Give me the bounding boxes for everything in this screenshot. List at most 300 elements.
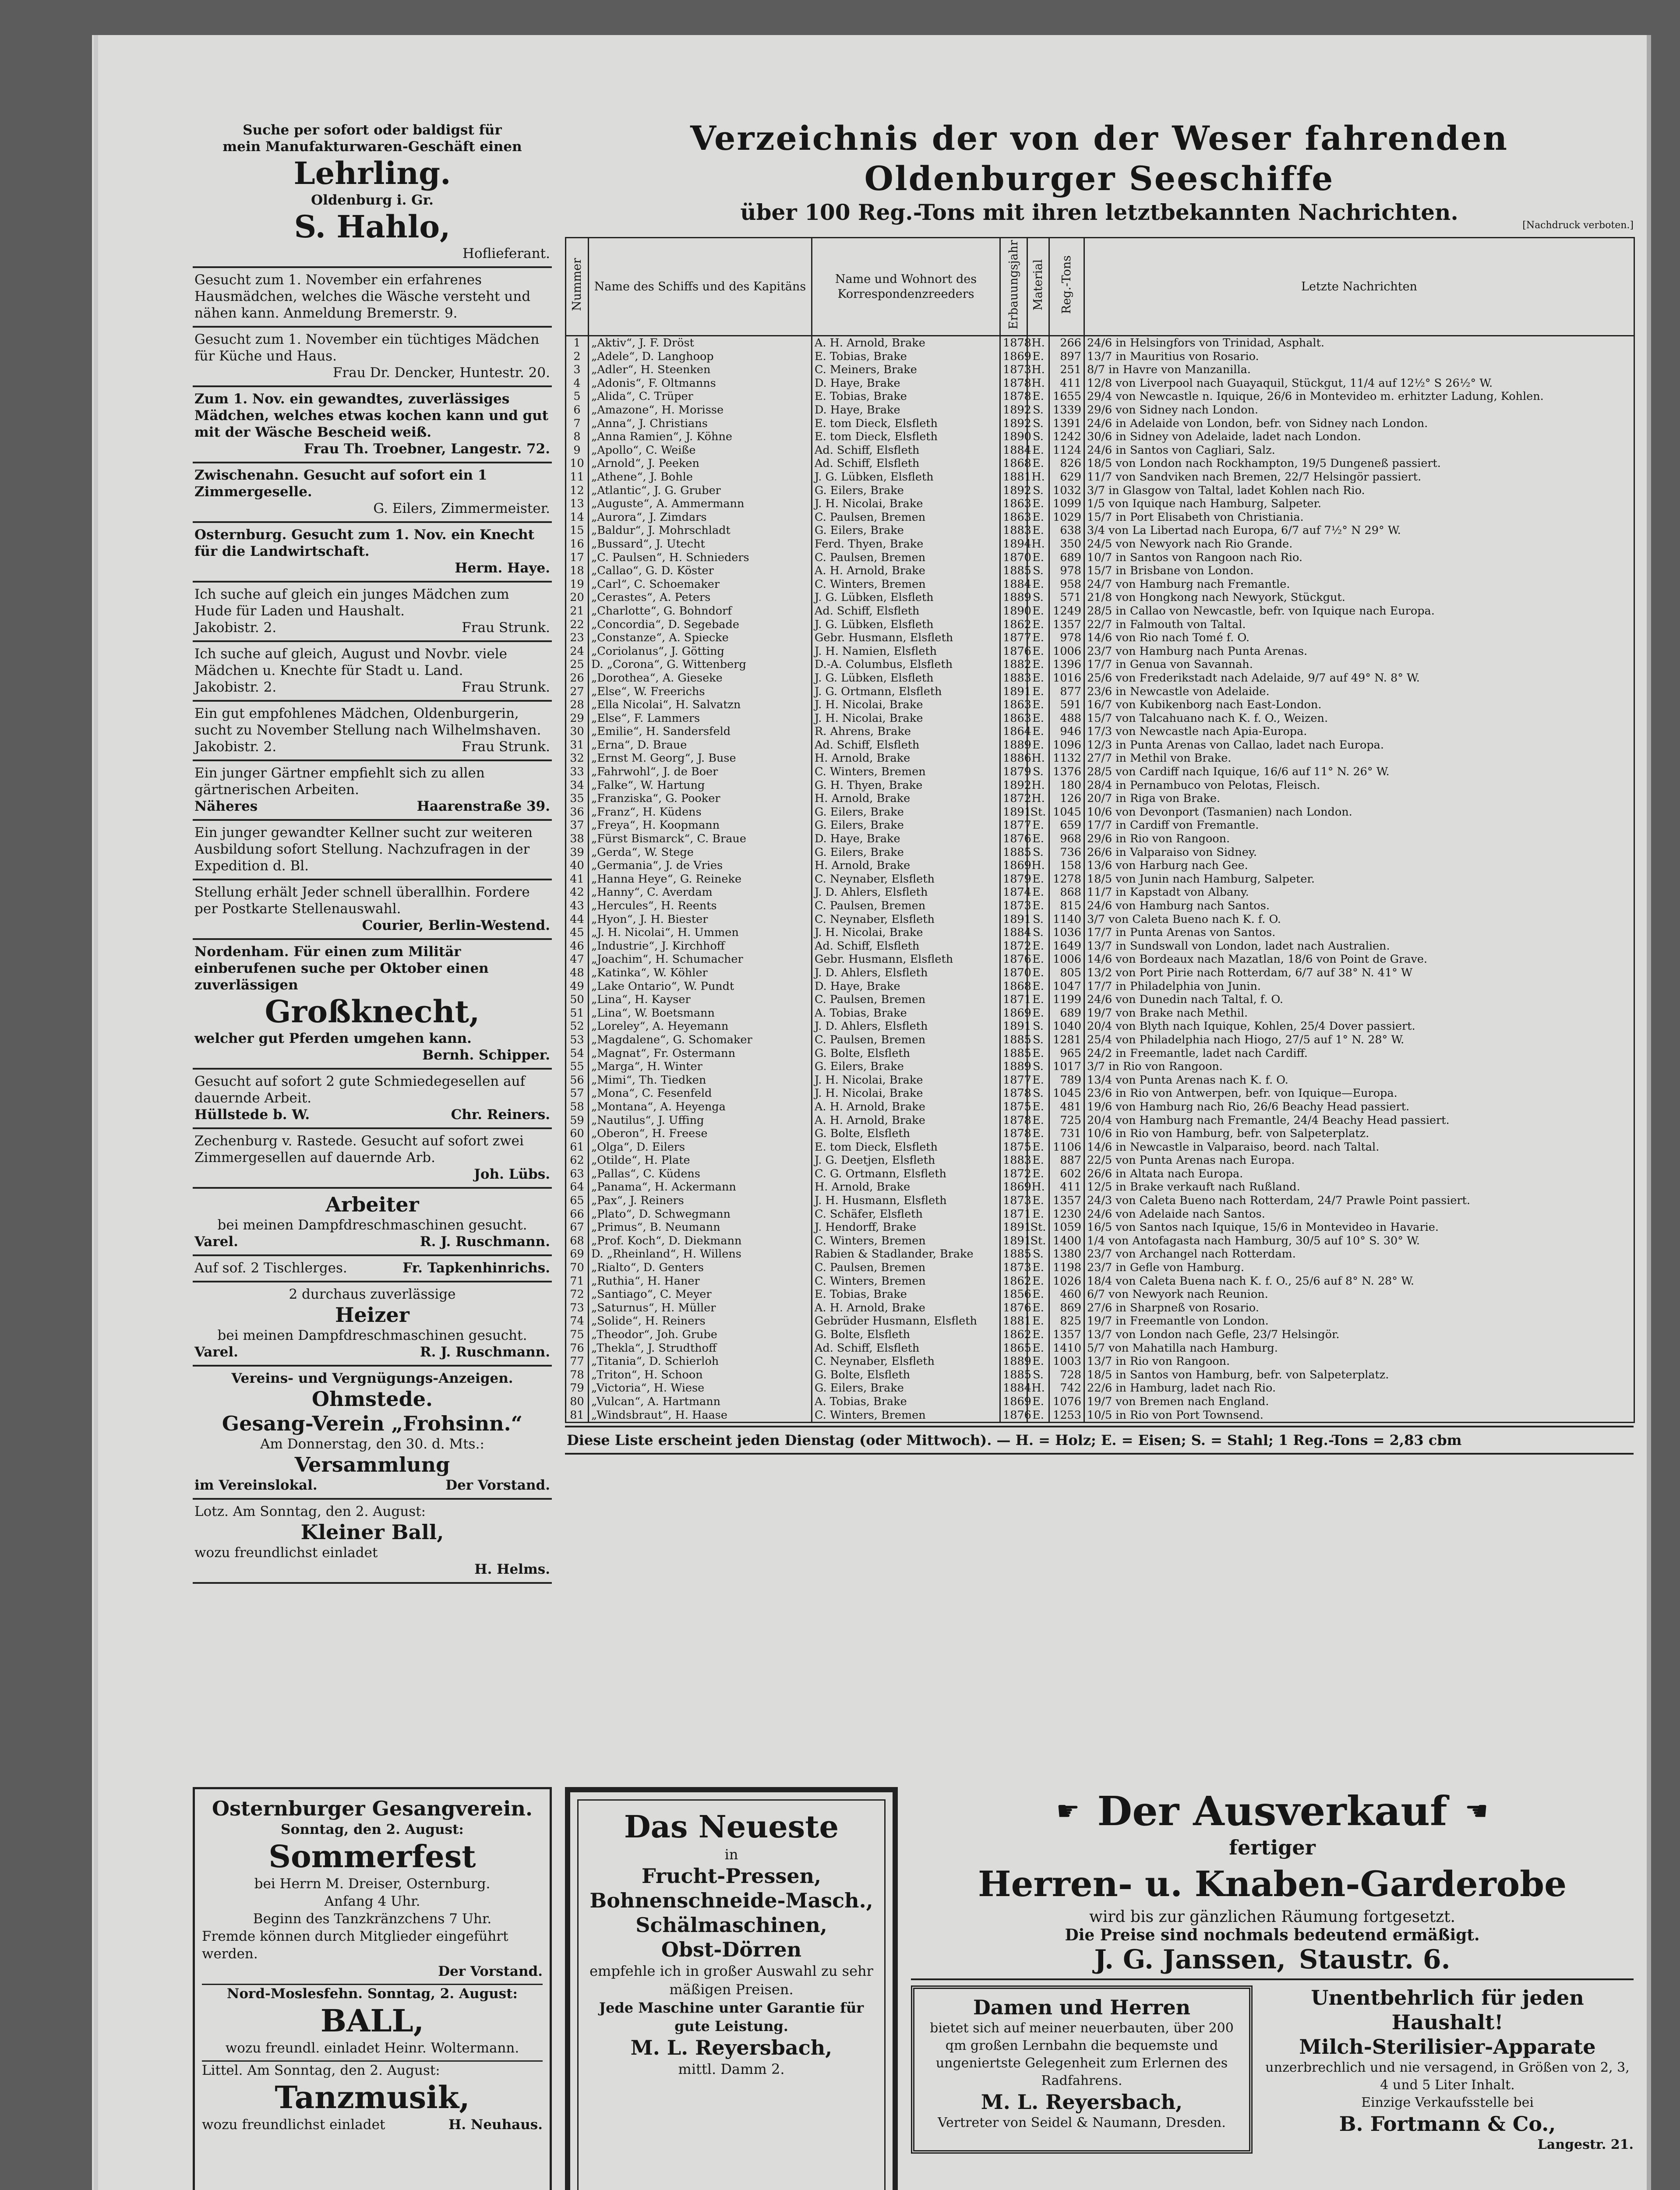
material-cell: H. <box>1027 752 1049 765</box>
ship-name-cell: „Charlotte“, G. Bohndorf <box>589 604 812 618</box>
ad-signature-row <box>194 1260 550 1276</box>
year-cell: 1878 <box>1000 336 1027 350</box>
row-number-cell: 16 <box>566 537 589 551</box>
ad-text: 2 durchaus zuverlässige <box>289 1286 456 1302</box>
table-row <box>566 604 1634 618</box>
year-cell: 1868 <box>1000 980 1027 993</box>
row-number-cell: 11 <box>566 470 589 484</box>
news-cell: 14/6 von Bordeaux nach Mazatlan, 18/6 von Point de Grave. <box>1084 953 1634 966</box>
tons-cell: 1230 <box>1049 1208 1084 1221</box>
ad-firm-row <box>911 1944 1634 1980</box>
news-cell: 16/7 von Kubikenborg nach East-London. <box>1084 698 1634 712</box>
row-number-cell: 7 <box>566 417 589 431</box>
tons-cell: 1655 <box>1049 390 1084 403</box>
owner-cell: C. Winters, Bremen <box>812 1234 1000 1248</box>
material-cell: E. <box>1027 457 1049 470</box>
owner-cell: Rabien & Stadlander, Brake <box>812 1247 1000 1261</box>
owner-cell: J. H. Nicolai, Brake <box>812 698 1000 712</box>
ship-name-cell: „Plato“, D. Schwegmann <box>589 1208 812 1221</box>
ad-text: Auf sof. 2 Tischlerges. <box>194 1260 347 1276</box>
table-row <box>566 886 1634 899</box>
owner-cell: A. Tobias, Brake <box>812 1007 1000 1020</box>
year-cell: 1863 <box>1000 497 1027 511</box>
news-cell: 23/6 in Newcastle von Adelaide. <box>1084 685 1634 699</box>
ad-signature-row <box>194 679 550 696</box>
tons-cell: 1006 <box>1049 953 1084 966</box>
ship-name-cell: „Solide“, H. Reiners <box>589 1314 812 1328</box>
table-row <box>566 484 1634 498</box>
news-cell: 18/5 von Junin nach Hamburg, Salpeter. <box>1084 872 1634 886</box>
news-cell: 24/3 von Caleta Bueno nach Rotterdam, 24/7 Prawle Point passiert. <box>1084 1194 1634 1208</box>
table-row <box>566 712 1634 725</box>
owner-cell: A. H. Arnold, Brake <box>812 564 1000 578</box>
owner-cell: D. Haye, Brake <box>812 980 1000 993</box>
year-cell: 1873 <box>1000 363 1027 377</box>
material-cell: S. <box>1027 564 1049 578</box>
table-row <box>566 363 1634 377</box>
material-cell: E. <box>1027 712 1049 725</box>
row-number-cell: 27 <box>566 685 589 699</box>
row-number-cell: 32 <box>566 752 589 765</box>
ad-headline: Heizer <box>335 1303 409 1327</box>
ship-name-cell: „Lake Ontario“, W. Pundt <box>589 980 812 993</box>
year-cell: 1877 <box>1000 631 1027 645</box>
table-row <box>566 1368 1634 1382</box>
table-row <box>566 497 1634 511</box>
owner-cell: J. D. Ahlers, Elsfleth <box>812 1020 1000 1033</box>
tons-cell: 1032 <box>1049 484 1084 498</box>
ad-headline: Großknecht, <box>265 993 480 1030</box>
owner-cell: G. Bolte, Elsfleth <box>812 1368 1000 1382</box>
section-heading: Vereins- und Vergnügungs-Anzeigen. <box>231 1371 513 1386</box>
news-cell: 24/6 in Adelaide von London, befr. von Sidney nach London. <box>1084 417 1634 431</box>
year-cell: 1878 <box>1000 390 1027 403</box>
table-row <box>566 1342 1634 1355</box>
ad-text: Fremde können durch Mitglieder eingeführt werden. <box>202 1929 508 1962</box>
material-cell: E. <box>1027 645 1049 658</box>
material-cell: E. <box>1027 604 1049 618</box>
ad-sub: Hoflieferant. <box>462 246 550 261</box>
news-cell: 3/7 in Glasgow von Taltal, ladet Kohlen nach Rio. <box>1084 484 1634 498</box>
ship-name-cell: „Coriolanus“, J. Götting <box>589 645 812 658</box>
year-cell: 1862 <box>1000 1275 1027 1288</box>
row-number-cell: 64 <box>566 1180 589 1194</box>
ship-name-cell: „Athene“, J. Bohle <box>589 470 812 484</box>
ad-address: Näheres <box>194 798 258 814</box>
ship-name-cell: „Auguste“, A. Ammermann <box>589 497 812 511</box>
ad-frame <box>565 1787 898 2190</box>
ad-zimmergesellen <box>193 1129 552 1189</box>
col-header-number: Nummer <box>566 238 589 336</box>
ship-name-cell: „Otilde“, H. Plate <box>589 1154 812 1167</box>
ship-name-cell: „Lina“, H. Kayser <box>589 993 812 1007</box>
material-cell: E. <box>1027 685 1049 699</box>
ad-address: Staustr. 6. <box>1299 1944 1451 1975</box>
table-row <box>566 470 1634 484</box>
year-cell: 1889 <box>1000 591 1027 604</box>
row-number-cell: 13 <box>566 497 589 511</box>
year-cell: 1882 <box>1000 658 1027 671</box>
ad-text: Ich suche auf gleich, August und Novbr. viele Mädchen u. Knechte für Stadt u. Land. <box>194 646 507 678</box>
material-cell: E. <box>1027 444 1049 457</box>
table-row <box>566 1194 1634 1208</box>
row-number-cell: 63 <box>566 1167 589 1181</box>
ship-name-cell: „Constanze“, A. Spiecke <box>589 631 812 645</box>
table-row <box>566 1301 1634 1315</box>
ad-text: Die Preise sind nochmals bedeutend ermäßigt. <box>1065 1926 1480 1944</box>
material-cell: E. <box>1027 578 1049 591</box>
news-cell: 24/6 in Helsingfors von Trinidad, Asphalt. <box>1084 336 1634 350</box>
year-cell: 1863 <box>1000 698 1027 712</box>
ship-name-cell: „Panama“, H. Ackermann <box>589 1180 812 1194</box>
news-cell: 18/5 in Santos von Hamburg, befr. von Salpeterplatz. <box>1084 1368 1634 1382</box>
table-row <box>566 1261 1634 1275</box>
tons-cell: 1003 <box>1049 1355 1084 1368</box>
year-cell: 1876 <box>1000 645 1027 658</box>
ad-text: Ich suche auf gleich ein junges Mädchen zum Hude für Laden und Haushalt. <box>194 586 509 619</box>
row-number-cell: 73 <box>566 1301 589 1315</box>
ship-table-body <box>566 336 1634 1423</box>
year-cell: 1891 <box>1000 805 1027 819</box>
row-number-cell: 40 <box>566 859 589 872</box>
year-cell: 1862 <box>1000 618 1027 632</box>
ad-schmiede <box>193 1070 552 1129</box>
ship-name-cell: „Adele“, D. Langhoop <box>589 350 812 364</box>
ship-name-cell: „Santiago“, C. Meyer <box>589 1288 812 1301</box>
year-cell: 1872 <box>1000 792 1027 805</box>
ship-name-cell: „Thekla“, J. Strudthoff <box>589 1342 812 1355</box>
classified-ads-column <box>193 118 552 1783</box>
ad-text: Vertreter von Seidel & Naumann, Dresden. <box>938 2115 1226 2130</box>
material-cell: St. <box>1027 1221 1049 1234</box>
row-number-cell: 24 <box>566 645 589 658</box>
material-cell: E. <box>1027 872 1049 886</box>
owner-cell: C. Paulsen, Bremen <box>812 1033 1000 1047</box>
material-cell: E. <box>1027 832 1049 846</box>
material-cell: E. <box>1027 819 1049 832</box>
material-cell: E. <box>1027 511 1049 524</box>
ship-name-cell: „Industrie“, J. Kirchhoff <box>589 940 812 953</box>
table-row <box>566 1033 1634 1047</box>
year-cell: 1869 <box>1000 1007 1027 1020</box>
year-cell: 1868 <box>1000 457 1027 470</box>
table-row <box>566 631 1634 645</box>
ad-item: Bohnenschneide-Masch., <box>589 1889 873 1912</box>
ad-courier <box>193 880 552 940</box>
material-cell: E. <box>1027 966 1049 980</box>
row-number-cell: 28 <box>566 698 589 712</box>
year-cell: 1891 <box>1000 1221 1027 1234</box>
table-row <box>566 444 1634 457</box>
ship-name-cell: „Else“, W. Freerichs <box>589 685 812 699</box>
ad-name: M. L. Reyersbach, <box>630 2036 833 2059</box>
row-number-cell: 42 <box>566 886 589 899</box>
table-row <box>566 1141 1634 1154</box>
owner-cell: Gebr. Husmann, Elsfleth <box>812 953 1000 966</box>
tons-cell: 1016 <box>1049 671 1084 685</box>
material-cell: E. <box>1027 1208 1049 1221</box>
table-row <box>566 1154 1634 1167</box>
material-cell: S. <box>1027 846 1049 859</box>
tons-cell: 869 <box>1049 1301 1084 1315</box>
table-row <box>566 1114 1634 1127</box>
news-cell: 15/7 in Brisbane von London. <box>1084 564 1634 578</box>
ad-text: in <box>724 1846 738 1863</box>
news-cell: 12/3 in Punta Arenas von Callao, ladet nach Europa. <box>1084 738 1634 752</box>
material-cell: E. <box>1027 725 1049 738</box>
row-number-cell: 8 <box>566 430 589 444</box>
tons-cell: 1096 <box>1049 738 1084 752</box>
row-number-cell: 20 <box>566 591 589 604</box>
tons-cell: 481 <box>1049 1100 1084 1114</box>
news-cell: 11/7 von Sandviken nach Bremen, 22/7 Helsingör passiert. <box>1084 470 1634 484</box>
ad-address: Varel. <box>194 1234 238 1250</box>
news-cell: 15/7 in Port Elisabeth von Christiania. <box>1084 511 1634 524</box>
row-number-cell: 14 <box>566 511 589 524</box>
row-number-cell: 71 <box>566 1275 589 1288</box>
owner-cell: A. H. Arnold, Brake <box>812 336 1000 350</box>
year-cell: 1891 <box>1000 1234 1027 1248</box>
owner-cell: C. Paulsen, Bremen <box>812 993 1000 1007</box>
ship-name-cell: „Erna“, D. Braue <box>589 738 812 752</box>
row-number-cell: 76 <box>566 1342 589 1355</box>
year-cell: 1863 <box>1000 511 1027 524</box>
tons-cell: 1376 <box>1049 765 1084 779</box>
owner-cell: D. Haye, Brake <box>812 832 1000 846</box>
news-cell: 22/5 von Punta Arenas nach Europa. <box>1084 1154 1634 1167</box>
year-cell: 1869 <box>1000 859 1027 872</box>
ad-text: Gesucht zum 1. November ein erfahrenes Hausmädchen, welches die Wäsche versteht und nähen kann. Anmeldung Bremerstr. 9. <box>194 272 531 321</box>
ad-signature: Joh. Lübs. <box>474 1166 550 1182</box>
ship-name-cell: „Arnold“, J. Peeken <box>589 457 812 470</box>
table-row <box>566 832 1634 846</box>
material-cell: E. <box>1027 1288 1049 1301</box>
owner-cell: R. Ahrens, Brake <box>812 725 1000 738</box>
table-row <box>566 658 1634 671</box>
ad-address: Jakobistr. 2. <box>194 679 277 695</box>
ad-address: mittl. Damm 2. <box>678 2061 785 2077</box>
owner-cell: G. Eilers, Brake <box>812 805 1000 819</box>
year-cell: 1885 <box>1000 1247 1027 1261</box>
row-number-cell: 50 <box>566 993 589 1007</box>
tons-cell: 1249 <box>1049 604 1084 618</box>
owner-cell: Gebrüder Husmann, Elsfleth <box>812 1314 1000 1328</box>
material-cell: H. <box>1027 792 1049 805</box>
owner-cell: H. Arnold, Brake <box>812 859 1000 872</box>
table-row <box>566 792 1634 805</box>
tons-cell: 1026 <box>1049 1275 1084 1288</box>
ad-text: Lotz. Am Sonntag, den 2. August: <box>194 1504 426 1519</box>
ad-address: Langestr. 21. <box>1537 2137 1634 2152</box>
tons-cell: 571 <box>1049 591 1084 604</box>
table-row <box>566 1328 1634 1342</box>
ship-name-cell: „Windsbraut“, H. Haase <box>589 1409 812 1423</box>
material-cell: H. <box>1027 859 1049 872</box>
ship-name-cell: „Gerda“, W. Stege <box>589 846 812 859</box>
owner-cell: C. Neynaber, Elsfleth <box>812 1355 1000 1368</box>
owner-cell: Ad. Schiff, Elsfleth <box>812 1342 1000 1355</box>
news-cell: 6/7 von Newyork nach Reunion. <box>1084 1288 1634 1301</box>
tons-cell: 825 <box>1049 1314 1084 1328</box>
news-cell: 23/7 von Archangel nach Rotterdam. <box>1084 1247 1634 1261</box>
table-row <box>566 1020 1634 1033</box>
tons-cell: 638 <box>1049 524 1084 537</box>
ship-name-cell: „Olga“, D. Eilers <box>589 1141 812 1154</box>
table-row <box>566 551 1634 565</box>
owner-cell: J. H. Namien, Elsfleth <box>812 645 1000 658</box>
row-number-cell: 80 <box>566 1395 589 1409</box>
material-cell: S. <box>1027 403 1049 417</box>
ad-grossknecht <box>193 940 552 1070</box>
row-number-cell: 21 <box>566 604 589 618</box>
ad-signature-row <box>194 1106 550 1123</box>
news-cell: 24/5 von Newyork nach Rio Grande. <box>1084 537 1634 551</box>
ad-signature: Bernh. Schipper. <box>422 1047 550 1063</box>
table-row <box>566 1314 1634 1328</box>
ship-name-cell: „Hercules“, H. Reents <box>589 899 812 913</box>
news-cell: 13/7 in Mauritius von Rosario. <box>1084 350 1634 364</box>
news-cell: 25/4 von Philadelphia nach Hiogo, 27/5 auf 1° N. 28° W. <box>1084 1033 1634 1047</box>
ship-name-cell: „Saturnus“, H. Müller <box>589 1301 812 1315</box>
table-row <box>566 564 1634 578</box>
ad-text: Beginn des Tanzkränzchens 7 Uhr. <box>253 1911 492 1927</box>
news-cell: 19/7 von Brake nach Methil. <box>1084 1007 1634 1020</box>
news-cell: 29/4 von Newcastle n. Iquique, 26/6 in Montevideo m. erhitzter Ladung, Kohlen. <box>1084 390 1634 403</box>
ship-name-cell: „Joachim“, H. Schumacher <box>589 953 812 966</box>
ship-name-cell: „Germania“, J. de Vries <box>589 859 812 872</box>
row-number-cell: 15 <box>566 524 589 537</box>
ship-name-cell: „Hyon“, J. H. Biester <box>589 913 812 926</box>
ship-name-cell: „Freya“, H. Koopmann <box>589 819 812 832</box>
row-number-cell: 62 <box>566 1154 589 1167</box>
row-number-cell: 33 <box>566 765 589 779</box>
row-number-cell: 68 <box>566 1234 589 1248</box>
material-cell: E. <box>1027 1314 1049 1328</box>
ad-signature: Frau Strunk. <box>462 739 550 755</box>
owner-cell: G. Eilers, Brake <box>812 1060 1000 1074</box>
material-cell: E. <box>1027 1395 1049 1409</box>
tons-cell: 251 <box>1049 363 1084 377</box>
material-cell: H. <box>1027 779 1049 792</box>
ad-item: Obst-Dörren <box>661 1938 802 1961</box>
table-footnote: Diese Liste erscheint jeden Dienstag (oder Mittwoch). — H. = Holz; E. = Eisen; S. = Stahl; 1 Reg.-Tons = 2,83 cbm <box>565 1426 1634 1455</box>
tons-cell: 789 <box>1049 1074 1084 1087</box>
table-row <box>566 403 1634 417</box>
material-cell: E. <box>1027 1141 1049 1154</box>
row-number-cell: 55 <box>566 1060 589 1074</box>
col-header-owner: Name und Wohnort des Korrespondenzreeders <box>812 238 1000 336</box>
ship-name-cell: „Montana“, A. Heyenga <box>589 1100 812 1114</box>
owner-cell: G. Bolte, Elsfleth <box>812 1328 1000 1342</box>
material-cell: E. <box>1027 1355 1049 1368</box>
table-row <box>566 1180 1634 1194</box>
year-cell: 1876 <box>1000 832 1027 846</box>
owner-cell: Gebr. Husmann, Elsfleth <box>812 631 1000 645</box>
tons-cell: 689 <box>1049 1007 1084 1020</box>
year-cell: 1872 <box>1000 1167 1027 1181</box>
year-cell: 1889 <box>1000 1355 1027 1368</box>
row-number-cell: 41 <box>566 872 589 886</box>
row-number-cell: 25 <box>566 658 589 671</box>
news-cell: 15/7 von Talcahuano nach K. f. O., Weizen. <box>1084 712 1634 725</box>
tons-cell: 897 <box>1049 350 1084 364</box>
tons-cell: 815 <box>1049 899 1084 913</box>
year-cell: 1856 <box>1000 1288 1027 1301</box>
ad-text: wozu freundlichst einladet <box>202 2117 385 2133</box>
news-cell: 17/3 von Newcastle nach Apia-Europa. <box>1084 725 1634 738</box>
ad-signature-row <box>194 798 550 815</box>
ad-item: Schälmaschinen, <box>635 1913 827 1937</box>
news-cell: 10/6 in Rio von Hamburg, befr. von Salpeterplatz. <box>1084 1127 1634 1141</box>
ad-gewandt <box>193 387 552 463</box>
tons-cell: 1099 <box>1049 497 1084 511</box>
news-cell: 20/4 von Blyth nach Iquique, Kohlen, 25/4 Dover passiert. <box>1084 1020 1634 1033</box>
row-number-cell: 43 <box>566 899 589 913</box>
row-number-cell: 77 <box>566 1355 589 1368</box>
ad-text: Ein junger gewandter Kellner sucht zur weiteren Ausbildung sofort Stellung. Nachzufragen in der Expedition d. Bl. <box>194 825 533 874</box>
owner-cell: Ferd. Thyen, Brake <box>812 537 1000 551</box>
owner-cell: G. Eilers, Brake <box>812 846 1000 859</box>
tons-cell: 350 <box>1049 537 1084 551</box>
owner-cell: G. Eilers, Brake <box>812 819 1000 832</box>
news-cell: 18/4 von Caleta Buena nach K. f. O., 25/6 auf 8° N. 28° W. <box>1084 1275 1634 1288</box>
news-cell: 30/6 in Sidney von Adelaide, ladet nach London. <box>1084 430 1634 444</box>
table-row <box>566 779 1634 792</box>
tons-cell: 158 <box>1049 859 1084 872</box>
year-cell: 1891 <box>1000 1020 1027 1033</box>
material-cell: S. <box>1027 913 1049 926</box>
ad-maedchen <box>193 328 552 387</box>
table-row <box>566 390 1634 403</box>
table-row <box>566 1127 1634 1141</box>
material-cell: H. <box>1027 1180 1049 1194</box>
ad-club-name: Osternburger Gesangverein. <box>212 1797 533 1820</box>
material-cell: E. <box>1027 1167 1049 1181</box>
year-cell: 1878 <box>1000 1114 1027 1127</box>
year-cell: 1892 <box>1000 484 1027 498</box>
tons-cell: 689 <box>1049 551 1084 565</box>
year-cell: 1883 <box>1000 671 1027 685</box>
ad-address: Jakobistr. 2. <box>194 620 277 636</box>
owner-cell: C. Paulsen, Bremen <box>812 899 1000 913</box>
tons-cell: 1357 <box>1049 1328 1084 1342</box>
row-number-cell: 12 <box>566 484 589 498</box>
tons-cell: 1029 <box>1049 511 1084 524</box>
owner-cell: E. Tobias, Brake <box>812 1288 1000 1301</box>
table-row <box>566 1355 1634 1368</box>
ship-name-cell: „Franziska“, G. Pooker <box>589 792 812 805</box>
ad-text: fertiger <box>1229 1836 1316 1859</box>
material-cell: E. <box>1027 1007 1049 1020</box>
year-cell: 1878 <box>1000 377 1027 390</box>
ship-name-cell: „Prof. Koch“, D. Diekmann <box>589 1234 812 1248</box>
ad-address: Jakobistr. 2. <box>194 739 277 755</box>
ad-signature-row <box>194 1344 550 1360</box>
owner-cell: J. D. Ahlers, Elsfleth <box>812 966 1000 980</box>
year-cell: 1886 <box>1000 752 1027 765</box>
year-cell: 1869 <box>1000 1395 1027 1409</box>
row-number-cell: 36 <box>566 805 589 819</box>
owner-cell: G. Eilers, Brake <box>812 524 1000 537</box>
tons-cell: 1649 <box>1049 940 1084 953</box>
row-number-cell: 10 <box>566 457 589 470</box>
table-row <box>566 645 1634 658</box>
news-cell: 19/6 von Hamburg nach Rio, 26/6 Beachy Head passiert. <box>1084 1100 1634 1114</box>
year-cell: 1864 <box>1000 725 1027 738</box>
row-number-cell: 45 <box>566 926 589 940</box>
table-row <box>566 899 1634 913</box>
owner-cell: G. Eilers, Brake <box>812 484 1000 498</box>
